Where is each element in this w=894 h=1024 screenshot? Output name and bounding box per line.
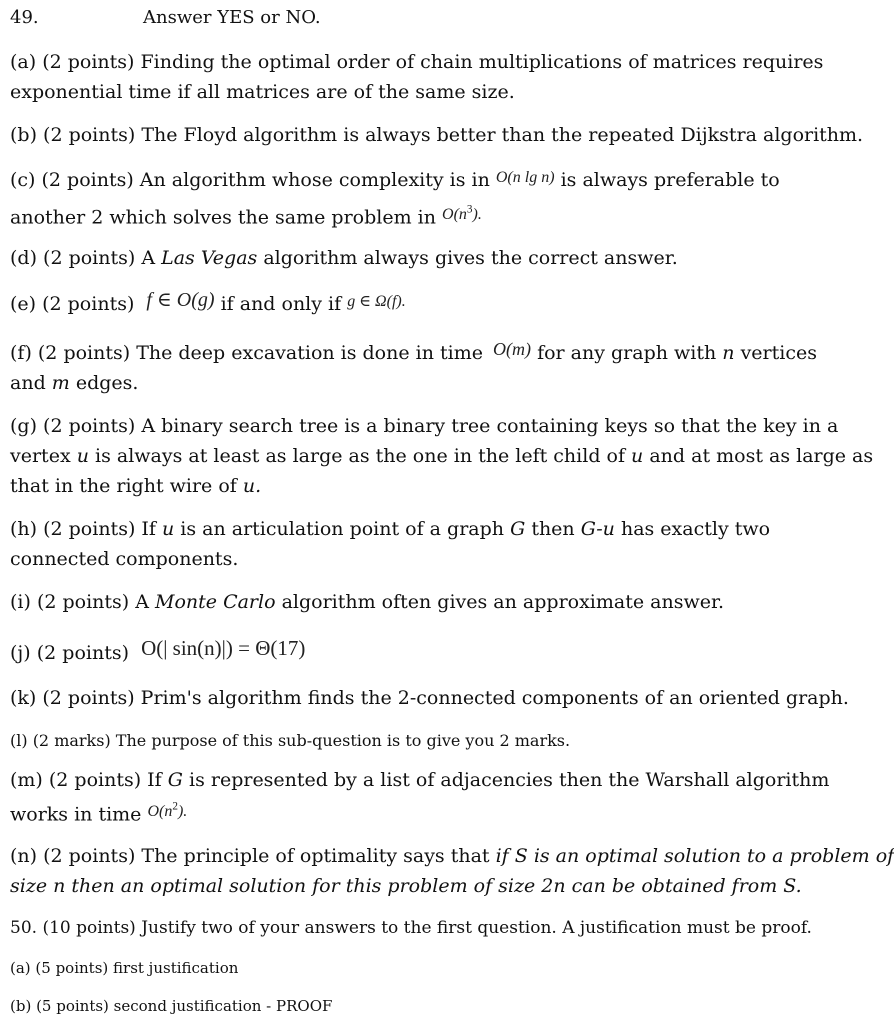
item-c-math-nlgn: O(n lg n) (495, 169, 555, 186)
item-g-l3a: that in the right wire of (10, 475, 237, 497)
item-h-u: u (161, 518, 175, 540)
question-49-instruction: Answer YES or NO. (143, 7, 321, 28)
item-i-pre: (i) (2 points) A (10, 591, 149, 613)
item-n-pre: (n) (2 points) The principle of optimality says that (10, 845, 490, 867)
item-i-italic: Monte Carlo (155, 591, 276, 613)
item-d-line1 (10, 246, 678, 270)
item-h-G: G (510, 518, 526, 540)
item-m-G: G (167, 769, 183, 791)
question-50-a: (a) (5 points) first justification (10, 959, 239, 977)
item-c-math-n3: O(n3). (442, 204, 482, 224)
item-h-Gu: G-u (580, 518, 615, 540)
item-g-l2c: and at most as large as (649, 445, 874, 467)
item-f-line2 (10, 371, 138, 395)
item-j-pre: (j) (2 points) (10, 642, 130, 664)
item-d-post: algorithm always gives the correct answer. (263, 247, 678, 269)
item-i-line1 (10, 590, 724, 614)
item-h-post: has exactly two (620, 518, 771, 540)
item-b-line1: (b) (2 points) The Floyd algorithm is always better than the repeated Dijkstra algorithm. (10, 124, 864, 146)
item-a-line2: exponential time if all matrices are of the same size. (10, 81, 515, 103)
item-j-math: O(| sin(n)|) = Θ(17) (141, 636, 306, 660)
item-m-post: is represented by a list of adjacencies then the Warshall algorithm (189, 769, 830, 791)
item-d-italic: Las Vegas (161, 247, 258, 269)
item-f-post-b: vertices (740, 342, 817, 364)
item-h-pre: (h) (2 points) If (10, 518, 156, 540)
item-k-line1: (k) (2 points) Prim's algorithm finds the 2-connected components of an oriented graph. (10, 687, 849, 709)
item-m-pre: (m) (2 points) If (10, 769, 162, 791)
item-a-line1: (a) (2 points) Finding the optimal order of chain multiplications of matrices requires (10, 51, 824, 73)
item-f-pre: (f) (2 points) The deep excavation is done in time (10, 342, 483, 364)
item-f-line1 (10, 341, 817, 365)
item-m-l2pre: works in time (10, 803, 142, 826)
item-m-line1 (10, 768, 829, 792)
item-f-n: n (722, 342, 735, 364)
item-c-l2pre: another 2 which solves the same problem in (10, 206, 436, 229)
item-g-u2: u (631, 445, 644, 467)
item-e-line1 (10, 289, 406, 318)
item-h-line1 (10, 517, 770, 541)
item-c-post: is always preferable to (560, 169, 780, 191)
item-g-l2b: is always at least as large as the one in the left child of (95, 445, 625, 467)
item-m-line2 (10, 799, 187, 828)
item-j-line1 (10, 636, 306, 665)
item-f-post-a: for any graph with (537, 342, 717, 364)
question-50-b: (b) (5 points) second justification - PROOF (10, 997, 333, 1015)
question-50-title: 50. (10 points) Justify two of your answers to the first question. A justification must be proof. (10, 918, 812, 938)
item-d-pre: (d) (2 points) A (10, 247, 156, 269)
item-e-mid: if and only if (220, 293, 342, 315)
item-f-math: O(m) (493, 339, 532, 359)
item-c-line1 (10, 168, 780, 194)
item-g-l2a: vertex (10, 445, 71, 467)
item-f-l2b: edges. (75, 372, 139, 394)
item-n-line2: size n then an optimal solution for this problem of size 2n can be obtained from S. (10, 875, 802, 897)
question-49-number: 49. (10, 7, 39, 28)
item-f-m: m (51, 372, 70, 394)
item-g-u1: u (76, 445, 89, 467)
item-h-mid: is an articulation point of a graph (180, 518, 505, 540)
item-g-line1: (g) (2 points) A binary search tree is a binary tree containing keys so that the key in a (10, 415, 839, 437)
item-f-l2a: and (10, 372, 46, 394)
item-g-line2 (10, 444, 873, 468)
item-h-line2: connected components. (10, 548, 239, 570)
item-e-math2: g ∈ Ω(f). (347, 293, 406, 310)
item-g-line3 (10, 474, 261, 498)
item-m-math: O(n2). (147, 801, 188, 821)
item-c-line2 (10, 202, 482, 231)
item-i-post: algorithm often gives an approximate answer. (281, 591, 724, 613)
item-h-mid2: then (531, 518, 575, 540)
item-g-u3: u. (242, 475, 262, 497)
item-n-line1 (10, 844, 894, 868)
item-c-pre: (c) (2 points) An algorithm whose complexity is in (10, 169, 490, 191)
item-e-pre: (e) (2 points) (10, 293, 135, 315)
item-l-line1: (l) (2 marks) The purpose of this sub-question is to give you 2 marks. (10, 731, 571, 750)
item-n-italic1: if S is an optimal solution to a problem of (495, 845, 894, 867)
item-e-math1: f ∈ O(g) (146, 289, 215, 311)
